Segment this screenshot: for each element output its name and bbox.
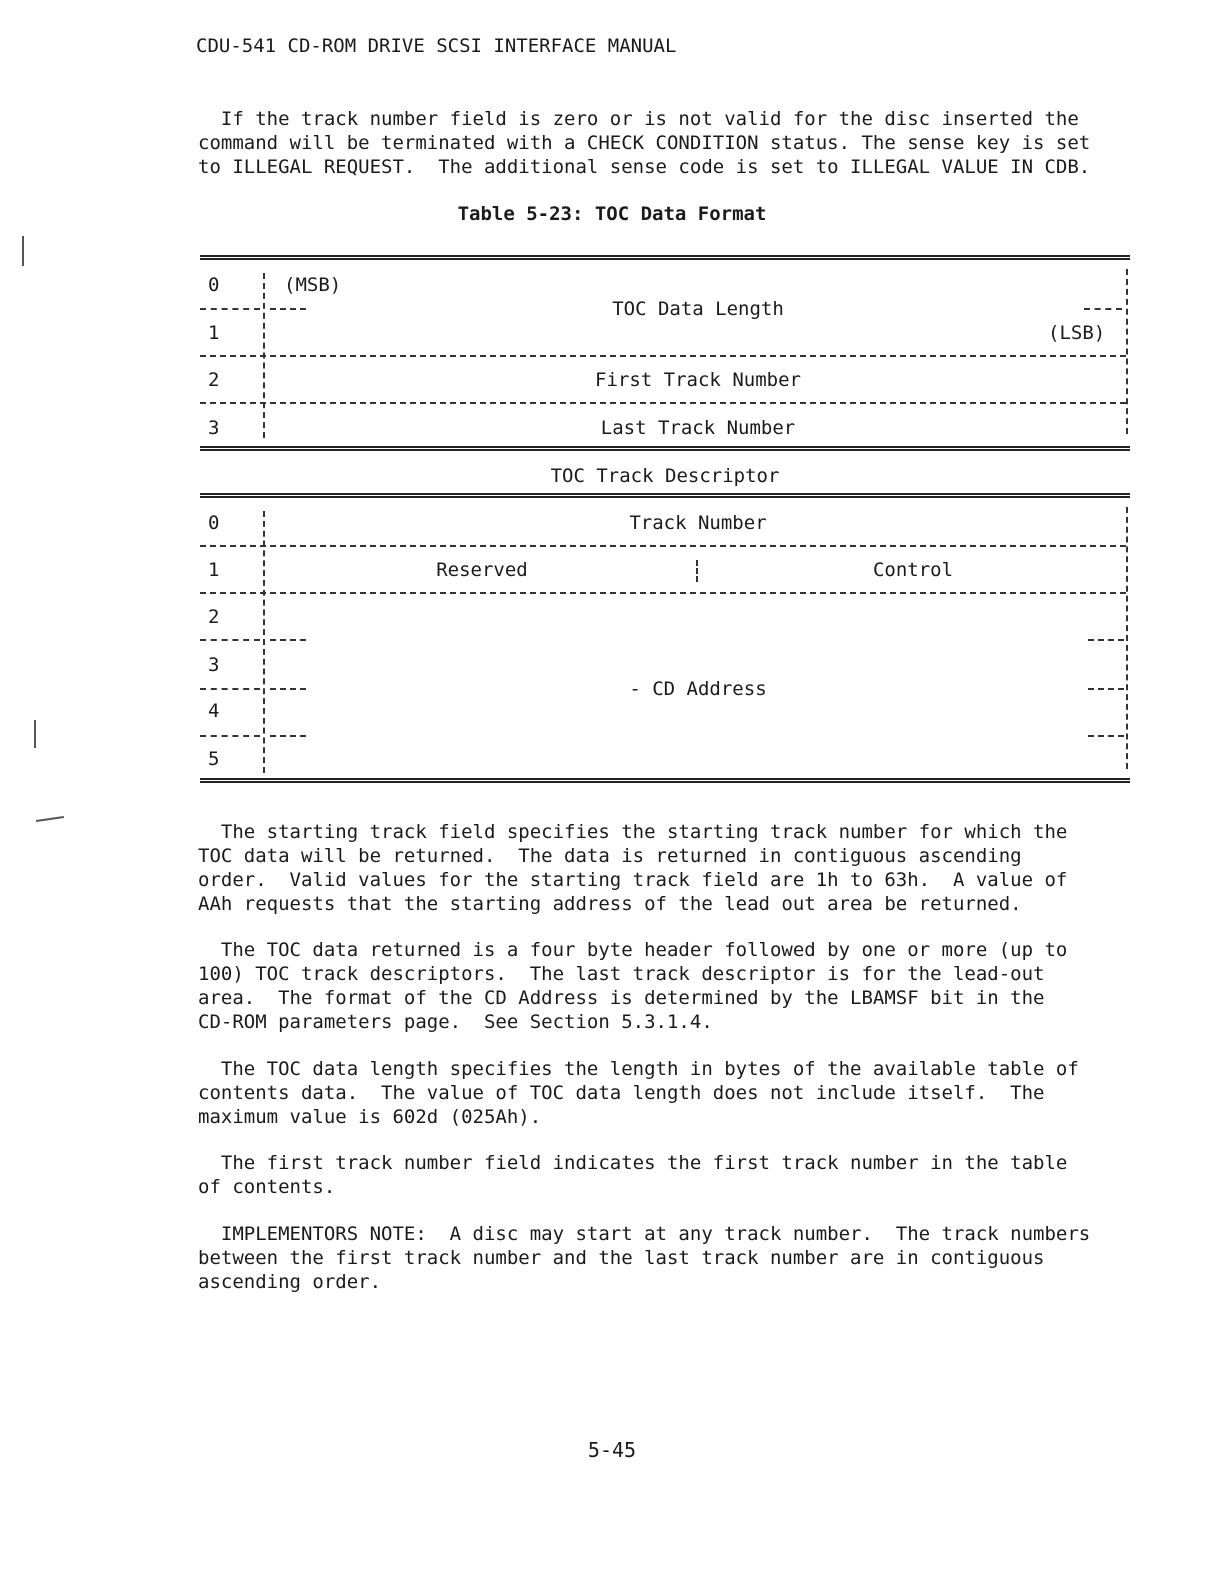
toc-data-returned-paragraph <box>198 938 1158 1034</box>
row-divider <box>200 355 1126 357</box>
field-tick <box>270 639 306 641</box>
nibble-divider <box>696 560 698 582</box>
table-right-border <box>1126 507 1128 769</box>
double-rule <box>200 255 1130 260</box>
text-line: between the first track number and the last track number are in contiguous <box>198 1247 1045 1269</box>
double-rule <box>200 778 1130 783</box>
text-line: The TOC data returned is a four byte header followed by one or more (up to <box>198 939 1068 961</box>
row-divider <box>200 308 260 310</box>
byte-number: 1 <box>208 322 220 344</box>
text-line: 100) TOC track descriptors. The last track descriptor is for the lead-out <box>198 963 1045 985</box>
table-right-border <box>1126 269 1128 434</box>
toc-track-descriptor-title: TOC Track Descriptor <box>550 465 780 487</box>
field-tick <box>1088 639 1124 641</box>
byte-number: 1 <box>208 559 220 581</box>
byte-number: 4 <box>208 700 220 722</box>
byte-number: 2 <box>208 369 220 391</box>
table-caption: Table 5-23: TOC Data Format <box>457 203 767 225</box>
text-line: The starting track field specifies the starting track number for which the <box>198 821 1068 843</box>
double-rule <box>200 493 1130 498</box>
text-line: order. Valid values for the starting track field are 1h to 63h. A value of <box>198 869 1068 891</box>
toc-data-format-table <box>200 255 1130 790</box>
first-track-number-label: First Track Number <box>595 369 801 391</box>
row-divider <box>200 735 260 737</box>
first-track-paragraph <box>198 1151 1158 1199</box>
text-line: contents data. The value of TOC data length does not include itself. The <box>198 1082 1045 1104</box>
byte-column-divider <box>263 511 265 773</box>
field-tick <box>270 735 306 737</box>
byte-number: 2 <box>208 606 220 628</box>
toc-data-length-paragraph <box>198 1057 1158 1129</box>
msb-label: (MSB) <box>284 274 342 296</box>
scan-mark <box>36 816 64 822</box>
starting-track-paragraph <box>198 820 1158 916</box>
byte-number: 3 <box>208 417 220 439</box>
text-line: of contents. <box>198 1176 336 1198</box>
byte-number: 0 <box>208 274 220 296</box>
row-divider <box>200 639 260 641</box>
row-divider <box>200 688 260 690</box>
track-number-label: Track Number <box>629 512 767 534</box>
text-line: TOC data will be returned. The data is returned in contiguous ascending <box>198 845 1022 867</box>
byte-number: 0 <box>208 512 220 534</box>
scan-mark <box>34 720 36 748</box>
text-line: to ILLEGAL REQUEST. The additional sense code is set to ILLEGAL VALUE IN CDB. <box>198 156 1091 178</box>
reserved-label: Reserved <box>436 559 528 581</box>
page-header: CDU-541 CD-ROM DRIVE SCSI INTERFACE MANUAL <box>196 35 677 57</box>
text-line: CD-ROM parameters page. See Section 5.3.1.4. <box>198 1011 713 1033</box>
text-line: ascending order. <box>198 1271 382 1293</box>
text-line: IMPLEMENTORS NOTE: A disc may start at any track number. The track numbers <box>198 1223 1091 1245</box>
intro-paragraph <box>198 107 1158 179</box>
text-line: The TOC data length specifies the length in bytes of the available table of <box>198 1058 1079 1080</box>
last-track-number-label: Last Track Number <box>600 417 796 439</box>
cd-address-label: - CD Address <box>629 678 767 700</box>
text-line: command will be terminated with a CHECK CONDITION status. The sense key is set <box>198 132 1091 154</box>
double-rule <box>200 446 1130 451</box>
byte-number: 3 <box>208 654 220 676</box>
text-line: area. The format of the CD Address is determined by the LBAMSF bit in the <box>198 987 1045 1009</box>
text-line: AAh requests that the starting address of the lead out area be returned. <box>198 893 1022 915</box>
byte-number: 5 <box>208 748 220 770</box>
field-tick <box>1088 735 1124 737</box>
text-line: maximum value is 602d (025Ah). <box>198 1106 542 1128</box>
scan-mark <box>22 236 24 266</box>
toc-data-length-label: TOC Data Length <box>612 298 784 320</box>
page-number: 5-45 <box>587 1438 637 1462</box>
row-divider <box>200 545 1126 547</box>
lsb-label: (LSB) <box>1048 322 1106 344</box>
text-line: The first track number field indicates the first track number in the table <box>198 1152 1068 1174</box>
row-divider <box>200 592 1126 594</box>
control-label: Control <box>872 559 954 581</box>
implementors-note-paragraph <box>198 1222 1158 1294</box>
row-divider <box>200 402 1126 404</box>
text-line: If the track number field is zero or is not valid for the disc inserted the <box>198 108 1079 130</box>
